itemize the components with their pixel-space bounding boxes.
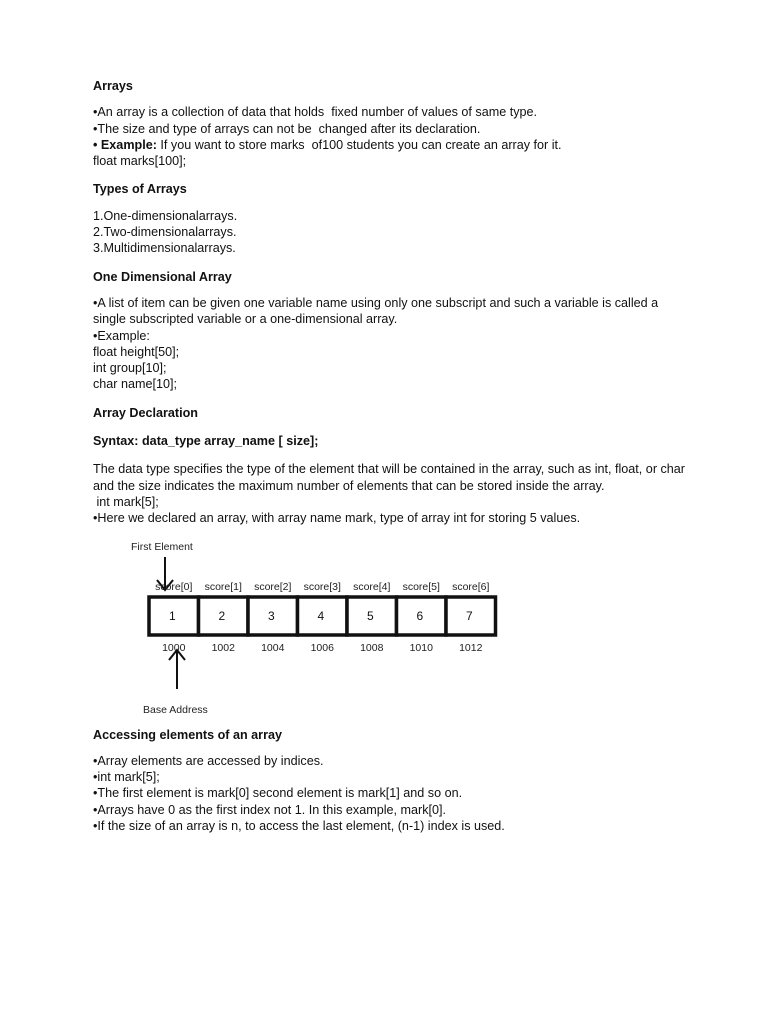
- address-label: 1010: [409, 641, 433, 654]
- address-label: 1000: [162, 641, 186, 654]
- accessing-line-5: •If the size of an array is n, to access the last element, (n-1) index is used.: [93, 819, 505, 834]
- declaration-line-1: int mark[5];: [93, 494, 159, 509]
- address-labels: [162, 642, 483, 654]
- array-memory-diagram: [127, 527, 547, 727]
- index-label: score[4]: [353, 580, 391, 593]
- syntax-line: Syntax: data_type array_name [ size];: [93, 434, 319, 449]
- declaration-paragraph: The data type specifies the type of the element that will be contained in the array, such as int, float, or char and the size indicates the maximum number of elements that can be stored inside the array.: [93, 462, 686, 493]
- one-dim-line-2: float height[50];: [93, 344, 180, 359]
- one-dim-line-4: char name[10];: [93, 377, 178, 392]
- cell-value: 6: [416, 608, 424, 623]
- cell-value: 5: [367, 608, 374, 623]
- cell-value: 7: [466, 608, 473, 623]
- accessing-line-4: •Arrays have 0 as the first index not 1. In this example, mark[0].: [93, 802, 446, 817]
- array-diagram-svg: [127, 527, 547, 727]
- index-label: score[0]: [155, 580, 193, 593]
- heading-one-dimensional: One Dimensional Array: [93, 269, 232, 284]
- arrays-line-1: •An array is a collection of data that holds fixed number of values of same type.: [93, 105, 538, 120]
- example-label: • Example:: [93, 137, 157, 152]
- index-label: score[1]: [204, 580, 242, 593]
- index-label: score[2]: [254, 580, 292, 593]
- cell-value: 3: [268, 608, 275, 623]
- index-label: score[5]: [402, 580, 440, 593]
- cell-value: 1: [169, 608, 176, 623]
- base-address-label: Base Address: [143, 703, 208, 716]
- accessing-line-2: •int mark[5];: [93, 770, 160, 785]
- index-labels: [155, 581, 489, 593]
- cell-value: 4: [317, 608, 325, 623]
- heading-arrays: Arrays: [93, 79, 133, 93]
- types-line-1: 1.One-dimensionalarrays.: [93, 208, 238, 223]
- heading-declaration: Array Declaration: [93, 405, 198, 420]
- cell-value: 2: [218, 608, 226, 623]
- accessing-line-1: •Array elements are accessed by indices.: [93, 753, 324, 768]
- heading-accessing: Accessing elements of an array: [93, 727, 282, 742]
- first-element-label: First Element: [131, 540, 193, 553]
- document-page: [93, 78, 693, 834]
- arrays-example: [93, 137, 693, 153]
- declaration-line-2: •Here we declared an array, with array name mark, type of array int for storing 5 values.: [93, 511, 581, 526]
- arrays-line-2: •The size and type of arrays can not be changed after its declaration.: [93, 121, 481, 136]
- address-label: 1002: [211, 641, 235, 654]
- address-label: 1008: [360, 641, 384, 654]
- types-line-3: 3.Multidimensionalarrays.: [93, 241, 236, 256]
- one-dim-paragraph: •A list of item can be given one variable name using only one subscript and such a variable is called a single subscripted variable or a one-dimensional array.: [93, 295, 659, 327]
- example-text: If you want to store marks of100 students you can create an array for it.: [156, 137, 562, 152]
- types-line-2: 2.Two-dimensionalarrays.: [93, 225, 237, 240]
- index-label: score[3]: [303, 580, 341, 593]
- arrays-code: float marks[100];: [93, 154, 187, 169]
- one-dim-line-3: int group[10];: [93, 361, 167, 376]
- accessing-line-3: •The first element is mark[0] second element is mark[1] and so on.: [93, 786, 463, 801]
- heading-types: Types of Arrays: [93, 182, 187, 197]
- address-label: 1006: [310, 641, 334, 654]
- one-dim-line-1: •Example:: [93, 328, 150, 343]
- address-label: 1012: [459, 641, 483, 654]
- address-label: 1004: [261, 641, 285, 654]
- index-label: score[6]: [452, 580, 490, 593]
